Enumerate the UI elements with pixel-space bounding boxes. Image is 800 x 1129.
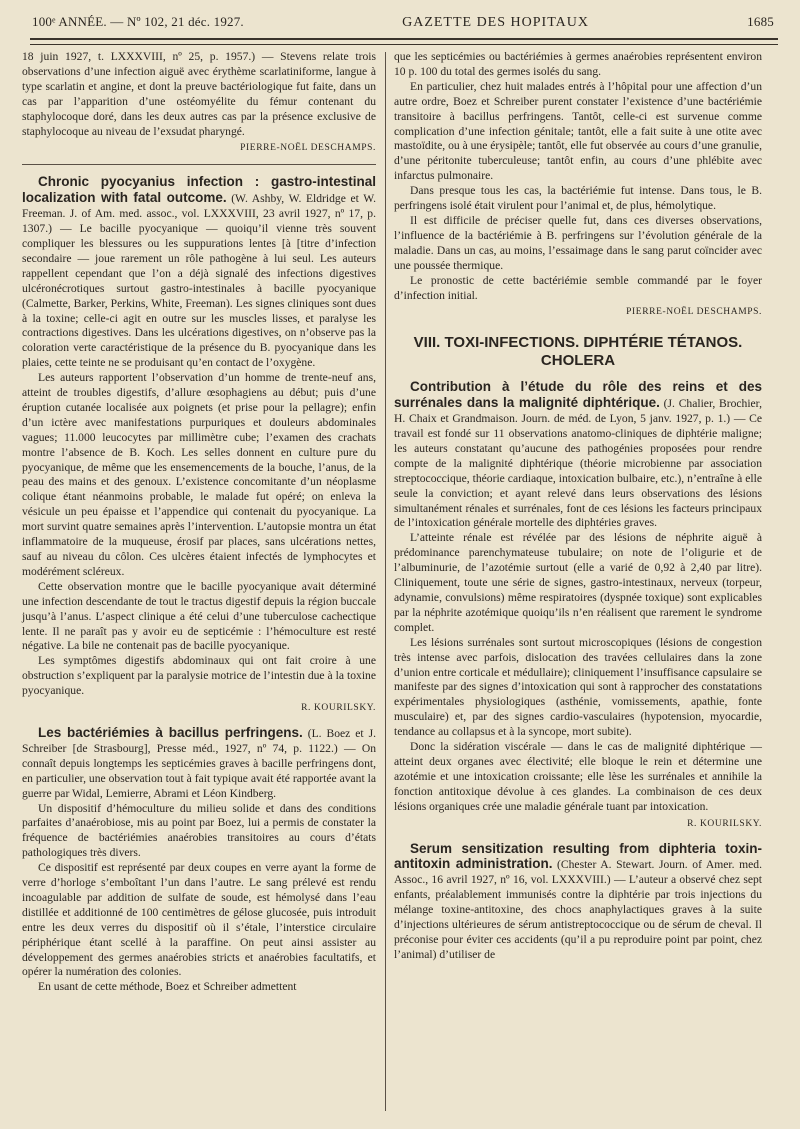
article-paragraph: Cette observation montre que le bacille pyocyanique avait déterminé une infection descendante de tout le tractus digestif depuis la région buccale jusqu’à l’anus. L’aspect clinique a été celui d’une tuberculose cachectique lente. Il ne paraît pas y avoir eu de septicémie : l’hémoculture est resté négative. La bile ne contenait pas de bacille pyocyanique. (22, 579, 376, 653)
article-paragraph: Les lésions surrénales sont surtout microscopiques (lésions de congestion très intense avec parfois, dislocation des travées cellulaires dans la zone d’union entre corticale et médullaire); cliniquement l’insuffisance capsulaire se manifeste par des signes d’intoxication qui sont à rapprocher des constatations expérimentales physiologiques (asthénie, vomissements, apathie, fonte musculaire) et, par des signes cardio-vasculaires (hypotension, myocardie, tendance au collapsus et à la syncope, mort subite). (394, 635, 762, 739)
header-rule-thin (30, 44, 778, 45)
author-signature: R. KOURILSKY. (301, 703, 376, 714)
page-header (32, 14, 774, 36)
article-separator (22, 164, 376, 165)
issue-info: 100ᵉ ANNÉE. — Nº 102, 21 déc. 1927. (32, 14, 244, 29)
article-paragraph: Donc la sidération viscérale — dans le cas de malignité diphtérique — atteint deux organes avec électivité; elle bloque le rein et détermine une azotémie et une intoxication croissante; elle lèse les surrénales et annihile la fonction antitoxique dévolue à ces glandes. La combinaison de ces deux lésions organiques crée une maladie générale tuant par intoxication. (394, 740, 762, 813)
article-perfringens (22, 726, 376, 995)
article-paragraph: Les symptômes digestifs abdominaux qui ont fait croire à une obstruction s’expliquent par la paralysie motrice de l’intestin due à la toxine pyocyanique. (22, 654, 376, 698)
article-paragraph: L’atteinte rénale est révélée par des lésions de néphrite aiguë à prédominance parenchymateuse tubulaire; on note de l’oligurie et de l’albuminurie, de l’azotémie surtout (elle a varié de 0,92 à 2,40 par litre). Cliniquement, toute une série de signes, gastro-intestinaux, nerveux (torpeur, adynamie, convulsions) même respiratoires (dyspnée toxique) sont explicables par la néphrite azotémique quoiqu’ils n’en réalisent que rarement le syndrome complet. (394, 531, 762, 634)
article-citation: (J. Chalier, Brochier, H. Chaix et Grandmaison. Journ. de méd. de Lyon, 5 janv. 1927, p. 1.) — Ce travail est fondé sur 11 observations anatomo-cliniques de diphtérie maligne; les auteurs constatant qu’aucune des pathogénies proposées pour rendre compte de la malignité diphtérique (théorie microbienne par association streptococcique, théorie cardiaque, intoxication bulbaire, etc.), n’entraîne à elle seule la conviction; et ayant relevé dans leurs observations des lésions simultanément rénales et surrénales, font de ces lésions les facteurs principaux de l’intoxication générale mortelle des diphtéries graves. (394, 397, 762, 530)
article-paragraph: Le pronostic de cette bactériémie semble commandé par le foyer d’infection initial. (394, 273, 762, 302)
article-citation: (W. Ashby, W. Eldridge et W. Freeman. J. of Am. med. assoc., vol. LXXXVIII, 23 avril 1927, nº 17, p. 1307.) — Le bacille pyocyanique — quoiqu’il vienne très souvent compliquer les blessures ou les suppurations lentes [à [titre d’infection secondaire — joue rarement un rôle pathogène à lui seul. Les auteurs rappellent cependant que l’on a déjà signalé des infections digestives ulcéronécrotiques surtout gastro-intestinales à bacille pyocyanique (Calmette, Barker, Perkins, White, Freeman). Les signes cliniques sont dues à la toxine; celle-ci agit en outre sur les muscles lisses, et paralyse les contractions digestives. Dans les ulcérations digestives, on n’observe pas la coloration verte caractéristique de la présence du B. pyocyanique dans les plaies, cette teinte ne se produisant qu’en contact de l’oxygène. (22, 192, 376, 370)
article-paragraph: Un dispositif d’hémoculture du milieu solide et dans des conditions parfaites d’anaérobiose, mis au point par Boez, lui a permis de constater la fréquence de bactériémies anaérobies transitoires au cours d’états pathologiques très divers. (22, 801, 376, 860)
article-citation: (Chester A. Stewart. Journ. of Amer. med. Assoc., 16 avril 1927, nº 16, vol. LXXXVIII.) — L’auteur a observé chez sept enfants, préalablement immunisés contre la diphtérie par trois injections du mélange toxine-antitoxine, des chocs anaphylactiques graves à la suite d’injections ultérieures de sérum antistreptococcique ou de sérum de cheval. Il préconise pour éviter ces accidents (qu’il a pu reproduire point par point, chez l’animal) d’utiliser de (394, 858, 762, 961)
author-signature: R. KOURILSKY. (687, 818, 762, 829)
header-rule (30, 38, 778, 40)
article-paragraph: Les auteurs rapportent l’observation d’un homme de trente-neuf ans, atteint de troubles digestifs, d’allure œsophagiens au début; puis d’une éruption cutanée localisée aux poignets (et prise pour la pellagre); enfin d’un ictère avec manifestations purpuriques et douleurs abdominales vagues; 11.000 leucocytes par millimètre cube; l’examen des crachats montre l’absence de B. Koch. Les selles donnent en culture pure du pyocyanique, de même que les ensemencements de la bouche, l’anus, de la peau des mains et des genoux. L’existence concomitante d’un néoplasme colique étant néanmoins probable, le malade fut opéré; on enleva la vésicule un peu épaisse et l’appendice qui contenait du pyocyanique. La mort survint quatre semaines après l’intervention. L’autopsie montra un état inflammatoire de la muqueuse, érosif par places, sans ulcérations nettes, sauf au niveau du côlon. Ces ulcères étaient infectés de lymphocytes et modérément scléreux. (22, 371, 376, 578)
author-signature: PIERRE-NOËL DESCHAMPS. (240, 143, 376, 154)
journal-title: GAZETTE DES HOPITAUX (402, 15, 589, 30)
article-diphtheria (394, 380, 762, 831)
article-paragraph: En usant de cette méthode, Boez et Schreiber admettent (38, 980, 297, 994)
article-paragraph: En particulier, chez huit malades entrés à l’hôpital pour une affection d’un autre ordre, Boez et Schreiber purent constater l’existence d’une bactériémie transitoire à bacillus perfringens. Tantôt, celle-ci est survenue comme complication d’une infection génitale; tantôt, elle a fait suite à une otite avec mastoïdite, ou à une érysipèle; tantôt, elle fut observée au cours d’une granulie, d’une péritonite tuberculeuse; tantôt enfin, au cours d’une phlébite avec infarctus pulmonaire. (394, 79, 762, 183)
article-continuation: que les septicémies ou bactériémies à germes anaérobies représentent environ 10 p. 100 du total des germes isolés du sang. (394, 50, 762, 78)
left-column (22, 50, 376, 995)
article-paragraph: Il est difficile de préciser quelle fut, dans ces diverses observations, l’influence de la bactériémie à B. perfringens sur l’évolution générale de la maladie. Dans un cas, au moins, l’essaimage dans le sang parut coïncider avec une poussée thermique. (394, 213, 762, 272)
section-heading: VIII. TOXI-INFECTIONS. DIPHTÉRIE TÉTANOS. CHOLERA (413, 334, 743, 370)
author-signature: PIERRE-NOËL DESCHAMPS. (626, 307, 762, 318)
article-serum-sensitization (394, 842, 762, 963)
article-continuation: 18 juin 1927, t. LXXXVIII, nº 25, p. 1957.) — Stevens relate trois observations d’une infection aiguë avec érythème scarlatiniforme, langue à type scarlatin et angine, et dont la preuve bactériologique fut faite, dans un cas par l’apparition d’une ostéomyélite du fémur contenant du staphylocoque doré, dans les deux autres cas par la présence exclusive de staphylocoque au niveau de l’exsudat pharyngé. (22, 50, 376, 138)
page-number: 1685 (747, 14, 774, 29)
article-title: Les bactériémies à bacillus perfringens. (38, 724, 303, 740)
column-divider (385, 52, 386, 1111)
article-paragraph: Dans presque tous les cas, la bactériémie fut intense. Dans tous, le B. perfringens isolé était virulent pour l’animal et, de plus, hémolytique. (394, 184, 762, 213)
article-paragraph: Ce dispositif est représenté par deux coupes en verre ayant la forme de verre d’horloge s’emboîtant l’un dans l’autre. Le sang prélevé est rendu incoagulable par addition de sulfate de soude, est hémolysé dans l’eau distillée et additionné de 100 centimètres de gélose glucosée, puis introduit entre les deux verres du dispositif où il s’étale, l’interstice circulaire périphérique étant scellé à la paraffine. On peut ainsi assister au développement des germes anaérobies stricts et anaérobies facultatifs, et opérer la numération des colonies. (22, 861, 376, 979)
article-title: Serum sensitization resulting from diphteria toxin-antitoxin administration. (394, 840, 762, 872)
article-title: Contribution à l’étude du rôle des reins et des surrénales dans la malignité diphtérique. (394, 379, 762, 411)
right-column (394, 50, 762, 963)
article-citation: (L. Boez et J. Schreiber [de Strasbourg], Presse méd., 1927, nº 74, p. 1122.) — On connaît depuis longtemps les septicémies graves à bacille perfringens dont, en particulier, une observation tout à fait typique avait été rapportée avant la guerre par Widal, Lemierre, Abrami et Léon Kindberg. (22, 726, 376, 800)
article-title: Chronic pyocyanius infection : gastro-intestinal localization with fatal outcome. (22, 174, 376, 206)
article-pyocyanius (22, 175, 376, 716)
